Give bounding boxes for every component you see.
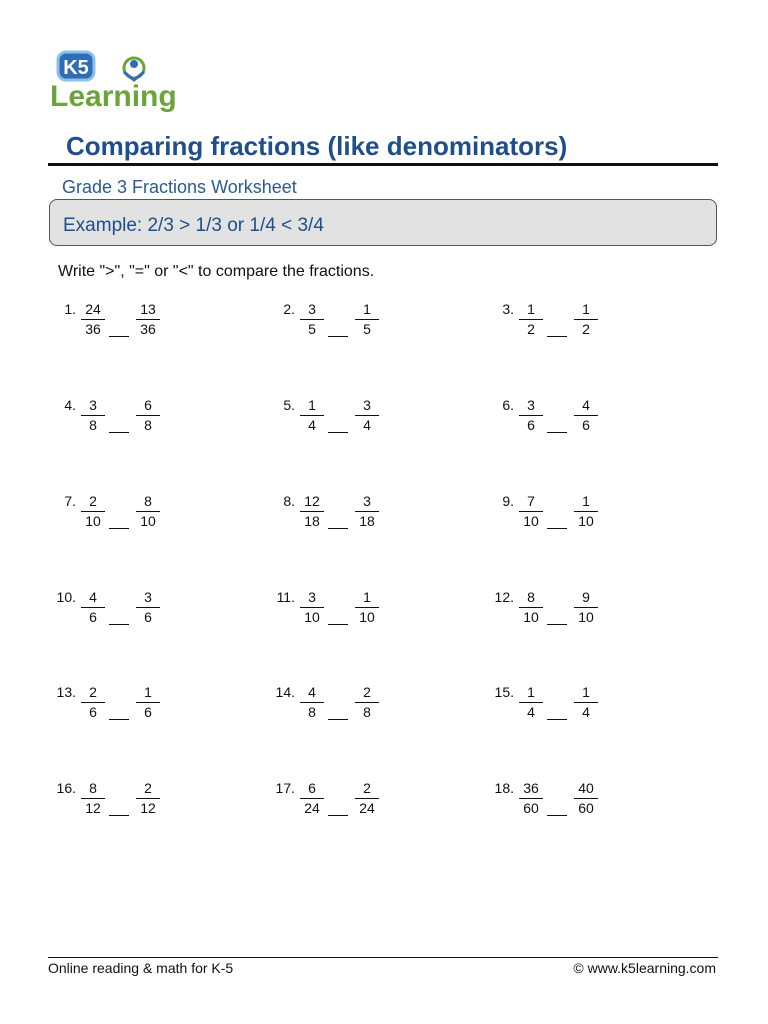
fraction-right bbox=[133, 397, 163, 434]
problem-number: 1. bbox=[64, 301, 76, 317]
problem-item bbox=[267, 397, 447, 447]
fraction-numerator: 3 bbox=[527, 397, 535, 413]
fraction-bar bbox=[300, 319, 324, 320]
fraction-numerator: 2 bbox=[144, 780, 152, 796]
fraction-bar bbox=[574, 415, 598, 416]
example-text: Example: 2/3 > 1/3 or 1/4 < 3/4 bbox=[63, 215, 324, 236]
fraction-bar bbox=[136, 415, 160, 416]
fraction-bar bbox=[519, 415, 543, 416]
fraction-denominator: 6 bbox=[144, 609, 152, 625]
problem-item bbox=[267, 589, 447, 639]
problem-item bbox=[486, 780, 666, 830]
fraction-numerator: 24 bbox=[85, 301, 101, 317]
fraction-bar bbox=[300, 702, 324, 703]
problem-number: 7. bbox=[64, 493, 76, 509]
fraction-numerator: 3 bbox=[89, 397, 97, 413]
fraction-numerator: 2 bbox=[363, 684, 371, 700]
problem-item bbox=[48, 397, 228, 447]
problem-item bbox=[267, 684, 447, 734]
fraction-numerator: 4 bbox=[582, 397, 590, 413]
fraction-left bbox=[78, 589, 108, 626]
fraction-bar bbox=[81, 607, 105, 608]
answer-blank[interactable] bbox=[109, 815, 129, 816]
fraction-left bbox=[297, 780, 327, 817]
fraction-bar bbox=[574, 798, 598, 799]
problem-number: 13. bbox=[56, 684, 76, 700]
fraction-right bbox=[352, 684, 382, 721]
fraction-denominator: 5 bbox=[308, 321, 316, 337]
fraction-right bbox=[352, 301, 382, 338]
fraction-numerator: 4 bbox=[308, 684, 316, 700]
problem-item bbox=[486, 684, 666, 734]
fraction-bar bbox=[136, 319, 160, 320]
answer-blank[interactable] bbox=[328, 432, 348, 433]
fraction-denominator: 4 bbox=[582, 704, 590, 720]
answer-blank[interactable] bbox=[547, 432, 567, 433]
problem-number: 15. bbox=[494, 684, 514, 700]
answer-blank[interactable] bbox=[547, 624, 567, 625]
answer-blank[interactable] bbox=[328, 336, 348, 337]
fraction-bar bbox=[519, 511, 543, 512]
fraction-denominator: 8 bbox=[89, 417, 97, 433]
problem-number: 14. bbox=[275, 684, 295, 700]
fraction-left bbox=[78, 780, 108, 817]
fraction-bar bbox=[136, 702, 160, 703]
fraction-left bbox=[297, 397, 327, 434]
fraction-denominator: 4 bbox=[363, 417, 371, 433]
fraction-bar bbox=[519, 319, 543, 320]
fraction-bar bbox=[519, 798, 543, 799]
fraction-bar bbox=[300, 607, 324, 608]
fraction-denominator: 6 bbox=[144, 704, 152, 720]
example-box bbox=[49, 199, 717, 246]
logo-word-text: Learning bbox=[50, 80, 177, 113]
fraction-denominator: 18 bbox=[359, 513, 375, 529]
fraction-numerator: 1 bbox=[308, 397, 316, 413]
footer-website: © www.k5learning.com bbox=[573, 960, 716, 976]
fraction-bar bbox=[300, 415, 324, 416]
footer-tagline: Online reading & math for K-5 bbox=[48, 960, 234, 976]
problem-item bbox=[486, 301, 666, 351]
fraction-bar bbox=[355, 798, 379, 799]
fraction-right bbox=[571, 493, 601, 530]
answer-blank[interactable] bbox=[547, 528, 567, 529]
fraction-numerator: 6 bbox=[308, 780, 316, 796]
problem-number: 3. bbox=[502, 301, 514, 317]
fraction-denominator: 2 bbox=[527, 321, 535, 337]
problem-item bbox=[486, 397, 666, 447]
fraction-denominator: 36 bbox=[140, 321, 156, 337]
instructions: Write ">", "=" or "<" to compare the fractions. bbox=[58, 263, 375, 280]
fraction-bar bbox=[355, 415, 379, 416]
fraction-denominator: 18 bbox=[304, 513, 320, 529]
fraction-numerator: 3 bbox=[363, 493, 371, 509]
fraction-right bbox=[352, 397, 382, 434]
problem-item bbox=[267, 301, 447, 351]
fraction-left bbox=[78, 397, 108, 434]
answer-blank[interactable] bbox=[109, 719, 129, 720]
fraction-bar bbox=[355, 319, 379, 320]
fraction-bar bbox=[574, 607, 598, 608]
fraction-numerator: 6 bbox=[144, 397, 152, 413]
answer-blank[interactable] bbox=[328, 815, 348, 816]
fraction-right bbox=[133, 493, 163, 530]
fraction-bar bbox=[300, 511, 324, 512]
fraction-numerator: 1 bbox=[582, 301, 590, 317]
fraction-right bbox=[133, 684, 163, 721]
fraction-right bbox=[133, 589, 163, 626]
fraction-denominator: 4 bbox=[527, 704, 535, 720]
fraction-left bbox=[516, 493, 546, 530]
fraction-right bbox=[352, 493, 382, 530]
fraction-denominator: 2 bbox=[582, 321, 590, 337]
fraction-denominator: 10 bbox=[304, 609, 320, 625]
fraction-denominator: 10 bbox=[523, 513, 539, 529]
answer-blank[interactable] bbox=[109, 432, 129, 433]
fraction-bar bbox=[574, 511, 598, 512]
fraction-bar bbox=[574, 702, 598, 703]
fraction-left bbox=[297, 684, 327, 721]
fraction-denominator: 6 bbox=[582, 417, 590, 433]
fraction-left bbox=[78, 301, 108, 338]
problem-number: 5. bbox=[283, 397, 295, 413]
title-divider bbox=[48, 163, 718, 166]
fraction-denominator: 12 bbox=[140, 800, 156, 816]
fraction-denominator: 6 bbox=[527, 417, 535, 433]
problem-number: 9. bbox=[502, 493, 514, 509]
fraction-bar bbox=[355, 511, 379, 512]
fraction-numerator: 1 bbox=[582, 684, 590, 700]
fraction-denominator: 36 bbox=[85, 321, 101, 337]
fraction-left bbox=[516, 780, 546, 817]
problem-item bbox=[48, 589, 228, 639]
fraction-numerator: 1 bbox=[363, 301, 371, 317]
problem-item bbox=[486, 589, 666, 639]
problem-number: 17. bbox=[275, 780, 295, 796]
fraction-numerator: 36 bbox=[523, 780, 539, 796]
fraction-bar bbox=[81, 702, 105, 703]
fraction-denominator: 8 bbox=[363, 704, 371, 720]
answer-blank[interactable] bbox=[547, 719, 567, 720]
fraction-left bbox=[516, 301, 546, 338]
problem-item bbox=[48, 301, 228, 351]
answer-blank[interactable] bbox=[109, 624, 129, 625]
logo-badge-text: K5 bbox=[63, 57, 89, 79]
problem-number: 6. bbox=[502, 397, 514, 413]
problem-item bbox=[48, 684, 228, 734]
fraction-left bbox=[78, 493, 108, 530]
fraction-denominator: 24 bbox=[359, 800, 375, 816]
fraction-denominator: 4 bbox=[308, 417, 316, 433]
fraction-numerator: 1 bbox=[363, 589, 371, 605]
fraction-numerator: 1 bbox=[527, 301, 535, 317]
answer-blank[interactable] bbox=[109, 336, 129, 337]
problem-item bbox=[486, 493, 666, 543]
fraction-bar bbox=[81, 415, 105, 416]
fraction-left bbox=[297, 493, 327, 530]
fraction-bar bbox=[81, 319, 105, 320]
fraction-bar bbox=[136, 607, 160, 608]
fraction-bar bbox=[136, 511, 160, 512]
fraction-numerator: 8 bbox=[89, 780, 97, 796]
fraction-denominator: 6 bbox=[89, 704, 97, 720]
fraction-numerator: 7 bbox=[527, 493, 535, 509]
fraction-numerator: 3 bbox=[308, 301, 316, 317]
footer-divider bbox=[48, 957, 718, 958]
fraction-numerator: 9 bbox=[582, 589, 590, 605]
fraction-numerator: 1 bbox=[582, 493, 590, 509]
fraction-denominator: 12 bbox=[85, 800, 101, 816]
problem-item bbox=[267, 493, 447, 543]
fraction-numerator: 1 bbox=[144, 684, 152, 700]
page-title: Comparing fractions (like denominators) bbox=[66, 131, 568, 161]
fraction-numerator: 1 bbox=[527, 684, 535, 700]
fraction-right bbox=[133, 301, 163, 338]
fraction-denominator: 60 bbox=[523, 800, 539, 816]
fraction-right bbox=[352, 780, 382, 817]
fraction-right bbox=[571, 589, 601, 626]
fraction-right bbox=[571, 780, 601, 817]
fraction-left bbox=[516, 684, 546, 721]
fraction-denominator: 8 bbox=[308, 704, 316, 720]
fraction-left bbox=[516, 397, 546, 434]
fraction-numerator: 8 bbox=[144, 493, 152, 509]
fraction-left bbox=[78, 684, 108, 721]
fraction-denominator: 8 bbox=[144, 417, 152, 433]
fraction-bar bbox=[136, 798, 160, 799]
k5-learning-logo bbox=[48, 50, 188, 114]
fraction-denominator: 10 bbox=[523, 609, 539, 625]
fraction-right bbox=[352, 589, 382, 626]
answer-blank[interactable] bbox=[109, 528, 129, 529]
problem-item bbox=[267, 780, 447, 830]
fraction-numerator: 40 bbox=[578, 780, 594, 796]
problem-number: 10. bbox=[56, 589, 76, 605]
fraction-numerator: 4 bbox=[89, 589, 97, 605]
fraction-left bbox=[297, 301, 327, 338]
fraction-bar bbox=[519, 607, 543, 608]
worksheet-subtitle: Grade 3 Fractions Worksheet bbox=[62, 177, 297, 197]
fraction-numerator: 2 bbox=[89, 493, 97, 509]
problem-item bbox=[48, 780, 228, 830]
fraction-bar bbox=[81, 511, 105, 512]
fraction-bar bbox=[81, 798, 105, 799]
problem-number: 16. bbox=[56, 780, 76, 796]
answer-blank[interactable] bbox=[328, 624, 348, 625]
fraction-right bbox=[571, 301, 601, 338]
fraction-numerator: 3 bbox=[363, 397, 371, 413]
fraction-denominator: 10 bbox=[578, 609, 594, 625]
fraction-denominator: 60 bbox=[578, 800, 594, 816]
fraction-bar bbox=[355, 702, 379, 703]
fraction-bar bbox=[519, 702, 543, 703]
fraction-left bbox=[516, 589, 546, 626]
fraction-denominator: 10 bbox=[140, 513, 156, 529]
fraction-numerator: 2 bbox=[363, 780, 371, 796]
fraction-right bbox=[571, 684, 601, 721]
fraction-bar bbox=[300, 798, 324, 799]
fraction-numerator: 13 bbox=[140, 301, 156, 317]
problem-number: 8. bbox=[283, 493, 295, 509]
answer-blank[interactable] bbox=[328, 719, 348, 720]
fraction-numerator: 3 bbox=[144, 589, 152, 605]
fraction-denominator: 10 bbox=[85, 513, 101, 529]
fraction-denominator: 10 bbox=[359, 609, 375, 625]
fraction-denominator: 24 bbox=[304, 800, 320, 816]
fraction-numerator: 2 bbox=[89, 684, 97, 700]
fraction-numerator: 3 bbox=[308, 589, 316, 605]
problem-number: 11. bbox=[276, 589, 295, 605]
problem-number: 18. bbox=[494, 780, 514, 796]
fraction-right bbox=[133, 780, 163, 817]
problem-item bbox=[48, 493, 228, 543]
fraction-bar bbox=[574, 319, 598, 320]
fraction-bar bbox=[355, 607, 379, 608]
fraction-numerator: 8 bbox=[527, 589, 535, 605]
answer-blank[interactable] bbox=[547, 815, 567, 816]
fraction-right bbox=[571, 397, 601, 434]
problem-number: 4. bbox=[64, 397, 76, 413]
answer-blank[interactable] bbox=[547, 336, 567, 337]
fraction-numerator: 12 bbox=[304, 493, 320, 509]
fraction-denominator: 5 bbox=[363, 321, 371, 337]
fraction-denominator: 6 bbox=[89, 609, 97, 625]
fraction-denominator: 10 bbox=[578, 513, 594, 529]
problem-number: 2. bbox=[283, 301, 295, 317]
fraction-left bbox=[297, 589, 327, 626]
answer-blank[interactable] bbox=[328, 528, 348, 529]
problem-number: 12. bbox=[494, 589, 514, 605]
